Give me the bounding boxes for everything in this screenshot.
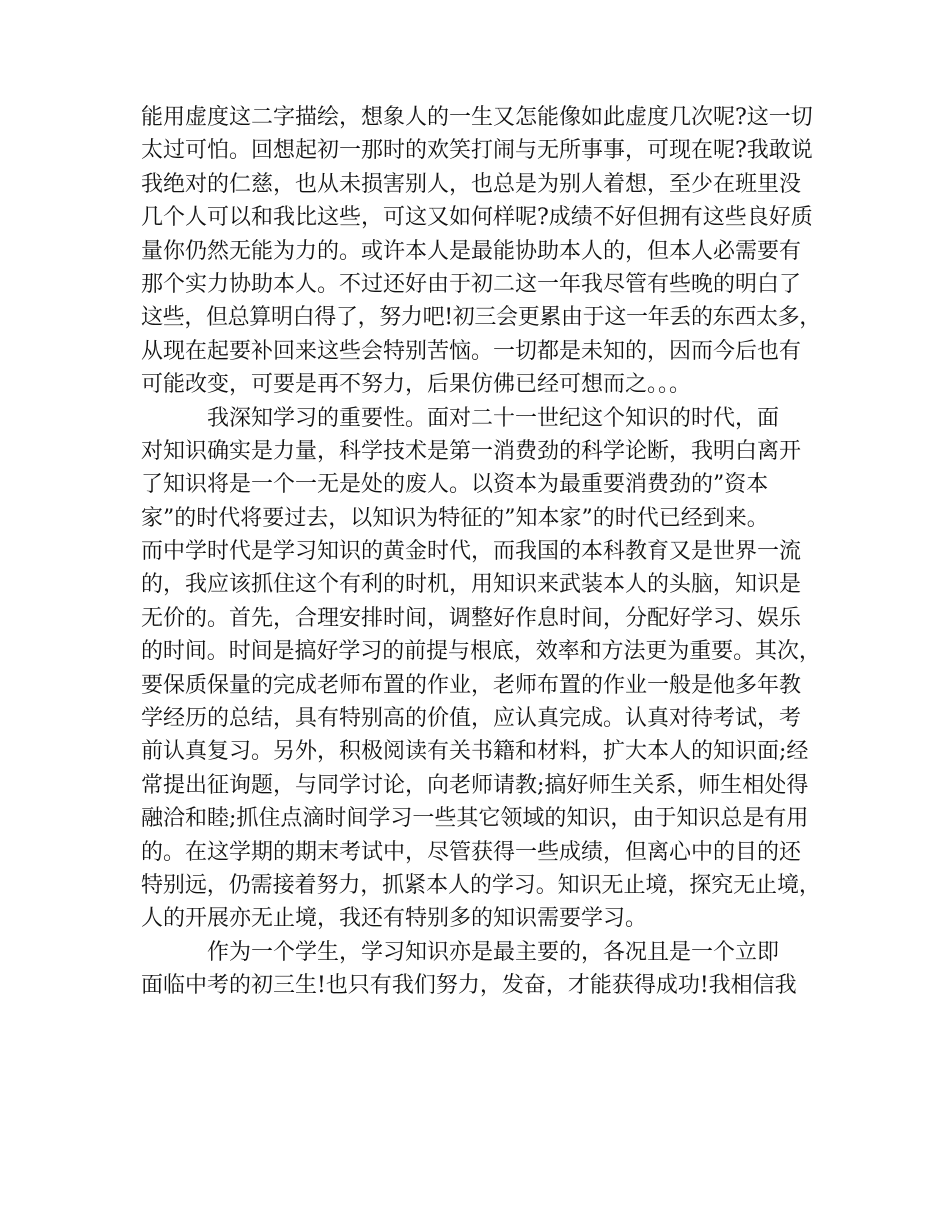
text-line: 的时间。时间是搞好学习的前提与根底，效率和方法更为重要。其次， [141, 639, 821, 665]
text-line: 的，我应该抓住这个有利的时机，用知识来武装本人的头脑，知识是 [141, 572, 802, 598]
text-line: 特别远，仍需接着努力，抓紧本人的学习。知识无止境，探究无止境， [141, 872, 821, 898]
text-line: 而中学时代是学习知识的黄金时代，而我国的本科教育又是世界一流 [141, 539, 802, 565]
text-line: 量你仍然无能为力的。或许本人是最能协助本人的，但本人必需要有 [141, 238, 802, 264]
text-line: 太过可怕。回想起初一那时的欢笑打闹与无所事事，可现在呢?我敢说 [141, 138, 813, 164]
text-line: 我绝对的仁慈，也从未损害别人，也总是为别人着想，至少在班里没 [141, 171, 802, 197]
text-line: 那个实力协助本人。不过还好由于初二这一年我尽管有些晚的明白了 [141, 271, 802, 297]
text-line: 无价的。首先，合理安排时间，调整好作息时间，分配好学习、娱乐 [141, 605, 802, 631]
text-line: 能用虚度这二字描绘，想象人的一生又怎能像如此虚度几次呢?这一切 [141, 105, 813, 130]
text-line: 常提出征询题，与同学讨论，向老师请教;搞好师生关系，师生相处得 [141, 772, 809, 798]
document-body [141, 101, 821, 1003]
text-line: 学经历的总结，具有特别高的价值，应认真完成。认真对待考试，考 [141, 706, 802, 732]
text-line: 面临中考的初三生!也只有我们努力，发奋，才能获得成功!我相信我 [141, 973, 797, 999]
text-line: 可能改变，可要是再不努力，后果仿佛已经可想而之。。。 [141, 372, 692, 398]
text-line: 了知识将是一个一无是处的废人。以资本为最重要消费劲的”资本 [141, 472, 769, 498]
text-line: 几个人可以和我比这些，可这又如何样呢?成绩不好但拥有这些良好质 [141, 205, 813, 231]
text-line: 要保质保量的完成老师布置的作业，老师布置的作业一般是他多年教 [141, 672, 802, 698]
text-line: 前认真复习。另外，积极阅读有关书籍和材料，扩大本人的知识面;经 [141, 739, 809, 765]
text-line: 家”的时代将要过去，以知识为特征的”知本家”的时代已经到来。 [141, 505, 769, 531]
text-line: 的。在这学期的期末考试中，尽管获得一些成绩，但离心中的目的还 [141, 839, 802, 865]
paragraph-first-line: 我深知学习的重要性。面对二十一世纪这个知识的时代，面 [207, 405, 780, 431]
paragraph-first-line: 作为一个学生，学习知识亦是最主要的，各况且是一个立即 [207, 939, 780, 965]
text-line: 这些，但总算明白得了，努力吧!初三会更累由于这一年丢的东西太多， [141, 305, 821, 331]
text-line: 对知识确实是力量，科学技术是第一消费劲的科学论断，我明白离开 [141, 438, 802, 464]
text-line: 从现在起要补回来这些会特别苦恼。一切都是未知的，因而今后也有 [141, 338, 802, 364]
text-line: 人的开展亦无止境，我还有特别多的知识需要学习。 [141, 906, 648, 932]
text-line: 融洽和睦;抓住点滴时间学习一些其它领域的知识，由于知识总是有用 [141, 806, 809, 832]
